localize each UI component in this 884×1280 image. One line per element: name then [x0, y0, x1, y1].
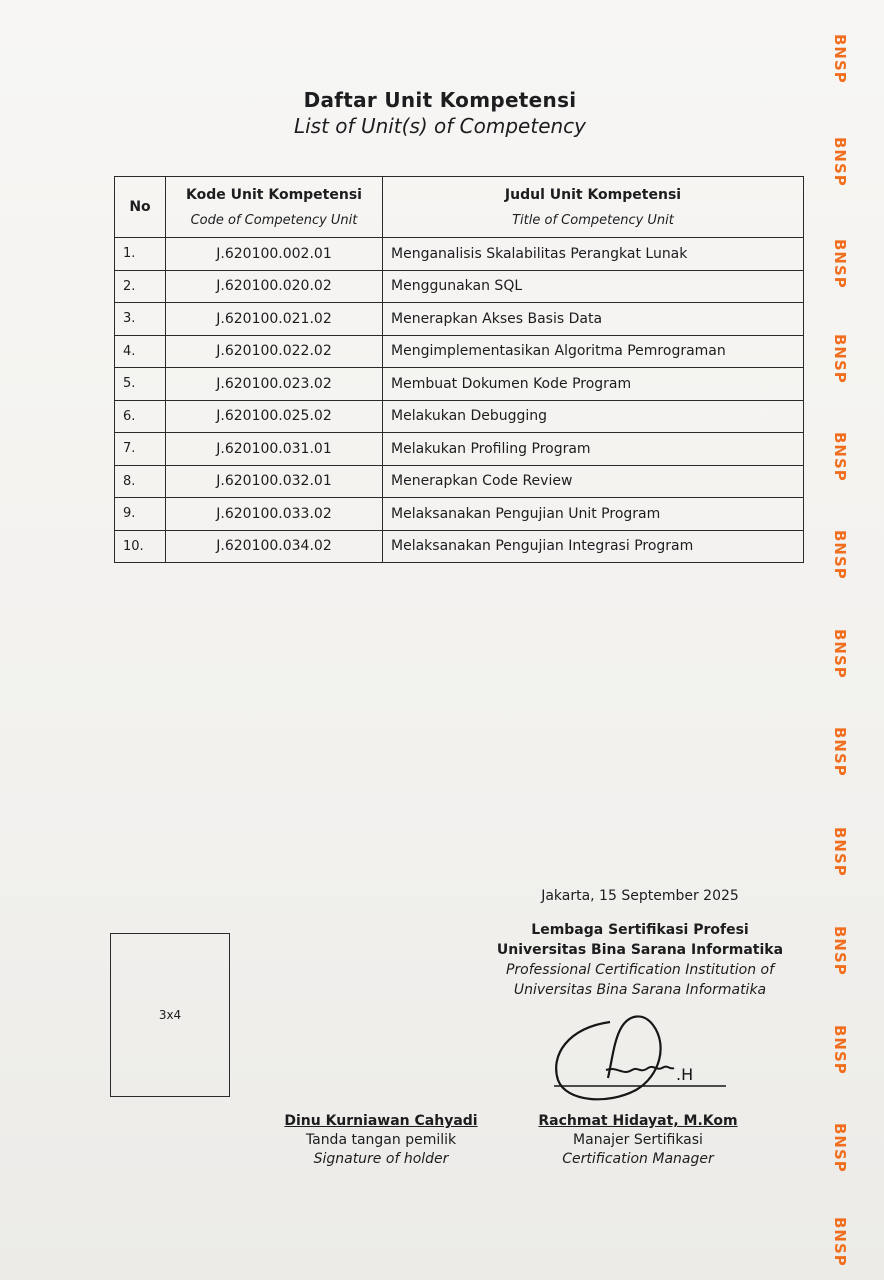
row-code: J.620100.002.01 — [166, 238, 383, 271]
row-title: Menerapkan Akses Basis Data — [383, 303, 804, 336]
table-row — [115, 530, 804, 563]
manager-signature — [548, 1010, 728, 1110]
holder-name: Dinu Kurniawan Cahyadi — [284, 1113, 478, 1129]
row-code: J.620100.031.01 — [166, 433, 383, 466]
bnsp-watermark: BNSP — [831, 239, 849, 289]
row-title: Membuat Dokumen Kode Program — [383, 368, 804, 401]
header-code — [166, 177, 383, 238]
row-code: J.620100.023.02 — [166, 368, 383, 401]
row-no: 3. — [115, 303, 166, 336]
bnsp-watermark: BNSP — [831, 827, 849, 877]
header-title-id: Judul Unit Kompetensi — [504, 186, 682, 203]
header-code-en: Code of Competency Unit — [190, 212, 358, 228]
row-no: 4. — [115, 335, 166, 368]
table-header-row — [115, 177, 804, 238]
row-code: J.620100.034.02 — [166, 530, 383, 563]
row-no: 9. — [115, 498, 166, 531]
institution-name-en-2: Universitas Bina Sarana Informatika — [513, 982, 767, 998]
signature-initial: .H — [676, 1065, 694, 1084]
manager-role-id: Manajer Sertifikasi — [573, 1132, 703, 1148]
row-no: 10. — [115, 530, 166, 563]
manager-name: Rachmat Hidayat, M.Kom — [538, 1113, 738, 1129]
institution-block — [470, 920, 810, 1000]
page-title: Daftar Unit Kompetensi — [303, 88, 577, 112]
row-code: J.620100.032.01 — [166, 465, 383, 498]
page-subtitle: List of Unit(s) of Competency — [293, 114, 587, 138]
row-code: J.620100.033.02 — [166, 498, 383, 531]
bnsp-watermark: BNSP — [831, 629, 849, 679]
institution-name-en-1: Professional Certification Institution of — [505, 962, 775, 978]
row-title: Menggunakan SQL — [383, 270, 804, 303]
photo-size-label: 3x4 — [158, 1008, 182, 1022]
bnsp-watermark: BNSP — [831, 530, 849, 580]
row-title: Melaksanakan Pengujian Integrasi Program — [383, 530, 804, 563]
header-code-id: Kode Unit Kompetensi — [186, 186, 362, 203]
bnsp-watermark: BNSP — [831, 1025, 849, 1075]
header-title-en: Title of Competency Unit — [512, 212, 674, 228]
bnsp-watermark: BNSP — [831, 1217, 849, 1267]
row-no: 2. — [115, 270, 166, 303]
bnsp-watermark: BNSP — [831, 34, 849, 84]
table-row — [115, 270, 804, 303]
bnsp-watermark: BNSP — [831, 1123, 849, 1173]
row-no: 8. — [115, 465, 166, 498]
row-code: J.620100.020.02 — [166, 270, 383, 303]
competency-units-table — [114, 176, 804, 563]
photo-placeholder — [110, 933, 230, 1097]
bnsp-watermark: BNSP — [831, 432, 849, 482]
table-row — [115, 498, 804, 531]
row-title: Melakukan Profiling Program — [383, 433, 804, 466]
table-row — [115, 335, 804, 368]
header-no: No — [115, 177, 166, 238]
row-title: Menerapkan Code Review — [383, 465, 804, 498]
institution-name-id-2: Universitas Bina Sarana Informatika — [496, 942, 784, 958]
table-row — [115, 433, 804, 466]
row-title: Menganalisis Skalabilitas Perangkat Lunak — [383, 238, 804, 271]
holder-role-en: Signature of holder — [313, 1151, 449, 1167]
row-no: 6. — [115, 400, 166, 433]
row-title: Melakukan Debugging — [383, 400, 804, 433]
manager-block — [528, 1112, 748, 1169]
holder-block — [268, 1112, 494, 1169]
table-row — [115, 368, 804, 401]
bnsp-watermark: BNSP — [831, 334, 849, 384]
row-code: J.620100.021.02 — [166, 303, 383, 336]
holder-role-id: Tanda tangan pemilik — [305, 1132, 457, 1148]
bnsp-watermark: BNSP — [831, 137, 849, 187]
row-title: Melaksanakan Pengujian Unit Program — [383, 498, 804, 531]
table-row — [115, 465, 804, 498]
bnsp-watermark: BNSP — [831, 727, 849, 777]
row-title: Mengimplementasikan Algoritma Pemrograman — [383, 335, 804, 368]
manager-role-en: Certification Manager — [562, 1151, 714, 1167]
row-no: 7. — [115, 433, 166, 466]
bnsp-watermark-column — [820, 0, 860, 1280]
institution-name-id-1: Lembaga Sertifikasi Profesi — [531, 922, 749, 938]
row-code: J.620100.022.02 — [166, 335, 383, 368]
table-row — [115, 400, 804, 433]
table-row — [115, 303, 804, 336]
row-code: J.620100.025.02 — [166, 400, 383, 433]
row-no: 1. — [115, 238, 166, 271]
title-block — [240, 88, 640, 138]
table-row — [115, 238, 804, 271]
header-title — [383, 177, 804, 238]
row-no: 5. — [115, 368, 166, 401]
bnsp-watermark: BNSP — [831, 926, 849, 976]
city-date: Jakarta, 15 September 2025 — [541, 888, 739, 904]
